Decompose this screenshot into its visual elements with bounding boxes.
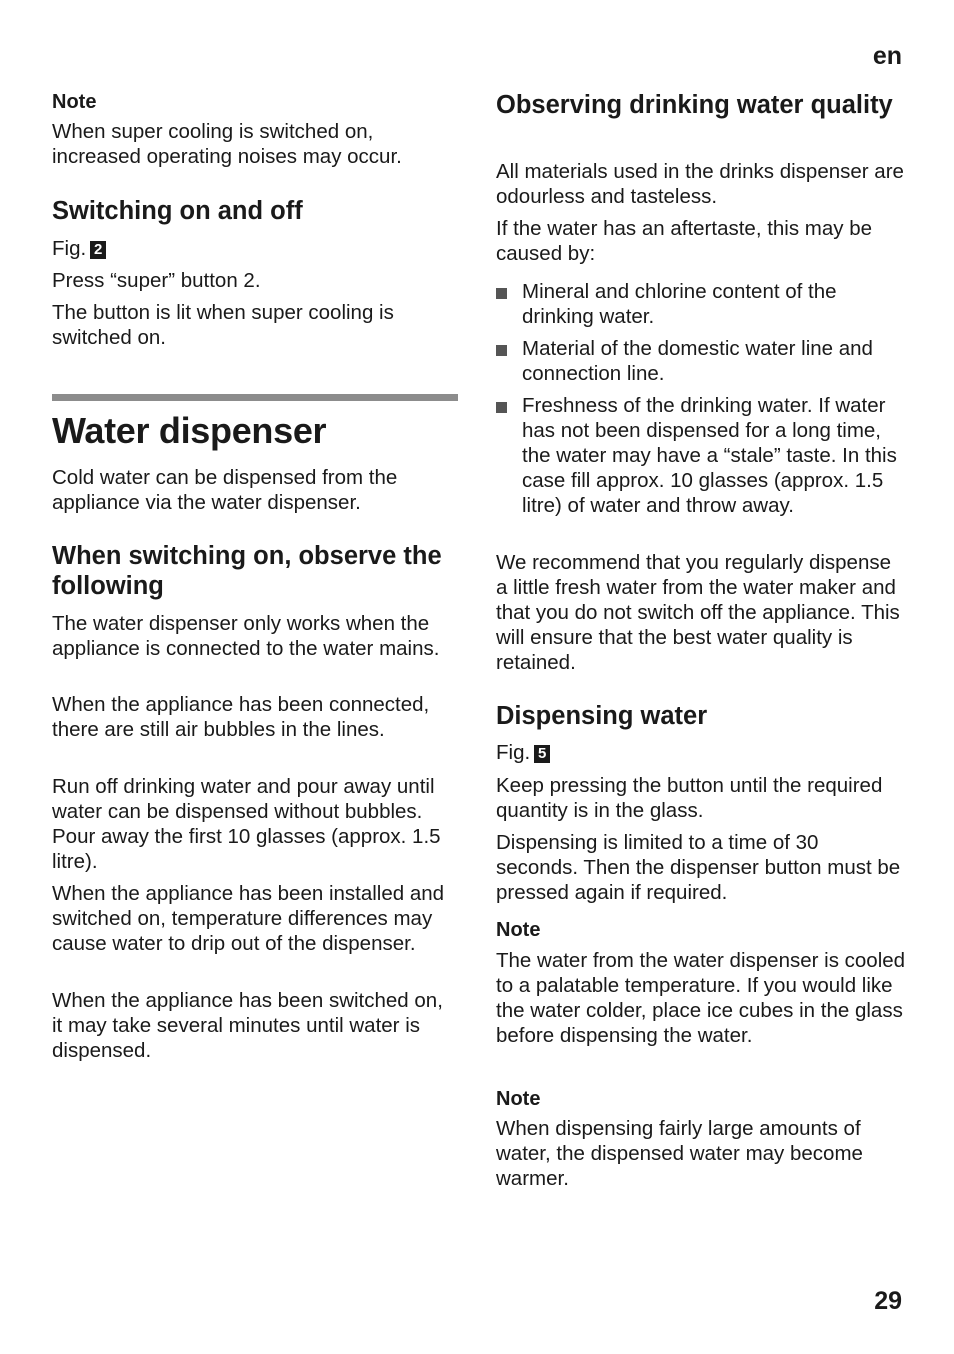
switching-paragraph-2: The button is lit when super cooling is switched on.: [52, 301, 394, 349]
bullet-square-icon: [496, 402, 507, 413]
dispensing-fig-ref: [496, 740, 906, 765]
language-label: en: [872, 42, 902, 70]
dispensing-heading: Dispensing water: [496, 702, 708, 730]
note-text: When dispensing fairly large amounts of water, the dispensed water may become warmer.: [496, 1117, 863, 1190]
list-item: Material of the domestic water line and connection line.: [496, 336, 906, 386]
quality-paragraph-1: All materials used in the drinks dispenser are odourless and tasteless.: [496, 160, 904, 208]
page-number: 29: [874, 1287, 902, 1315]
quality-heading: Observing drinking water quality: [496, 91, 893, 119]
observe-paragraph-5: When the appliance has been switched on, it may take several minutes until water is dispensed.: [52, 989, 443, 1062]
switching-paragraph-1: Press “super” button 2.: [52, 269, 261, 292]
dispensing-paragraph-2: Dispensing is limited to a time of 30 seconds. Then the dispenser button must be pressed again if required.: [496, 831, 901, 904]
note-temperature: [496, 918, 906, 1048]
water-dispenser-title: Water dispenser: [52, 410, 327, 451]
observe-paragraph-3: Run off drinking water and pour away until water can be dispensed without bubbles. Pour away the first 10 glasses (approx. 1.5 litre).: [52, 775, 441, 873]
figure-number-badge: 2: [90, 241, 106, 259]
note-label: Note: [496, 1088, 541, 1110]
note-warmer-water: [496, 1087, 906, 1191]
bullet-square-icon: [496, 345, 507, 356]
figure-number-badge: 5: [534, 745, 550, 763]
water-dispenser-intro: Cold water can be dispensed from the appliance via the water dispenser.: [52, 466, 398, 514]
note-super-cooling: [52, 90, 458, 169]
fig-prefix: Fig.: [52, 237, 87, 260]
dispensing-paragraph-1: Keep pressing the button until the required quantity is in the glass.: [496, 774, 883, 822]
quality-paragraph-3: We recommend that you regularly dispense a little fresh water from the water maker and that you do not switch off the appliance. This will ensure that the best water quality is retained.: [496, 551, 900, 674]
section-divider: [52, 394, 458, 401]
observe-paragraph-1: The water dispenser only works when the appliance is connected to the water mains.: [52, 612, 440, 660]
switching-heading: Switching on and off: [52, 197, 303, 225]
switching-fig-ref: [52, 236, 458, 261]
bullet-square-icon: [496, 288, 507, 299]
list-item: Mineral and chlorine content of the drinking water.: [496, 279, 852, 329]
note-label: Note: [496, 919, 541, 941]
fig-prefix: Fig.: [496, 741, 531, 764]
note-text: When super cooling is switched on, increased operating noises may occur.: [52, 120, 402, 168]
note-text: The water from the water dispenser is cooled to a palatable temperature. If you would like the water colder, place ice cubes in the glass before dispensing the water.: [496, 949, 906, 1047]
observe-paragraph-4: When the appliance has been installed and switched on, temperature differences may cause water to drip out of the dispenser.: [52, 882, 445, 955]
observe-paragraph-2: When the appliance has been connected, there are still air bubbles in the lines.: [52, 693, 430, 741]
observe-heading: When switching on, observe the following: [52, 542, 442, 600]
list-item: Freshness of the drinking water. If water has not been dispensed for a long time, the water may have a “stale” taste. In this case fill approx. 10 glasses (approx. 1.5 litre) of water and throw away.: [496, 393, 906, 518]
note-label: Note: [52, 91, 97, 113]
quality-paragraph-2: If the water has an aftertaste, this may be caused by:: [496, 217, 873, 265]
